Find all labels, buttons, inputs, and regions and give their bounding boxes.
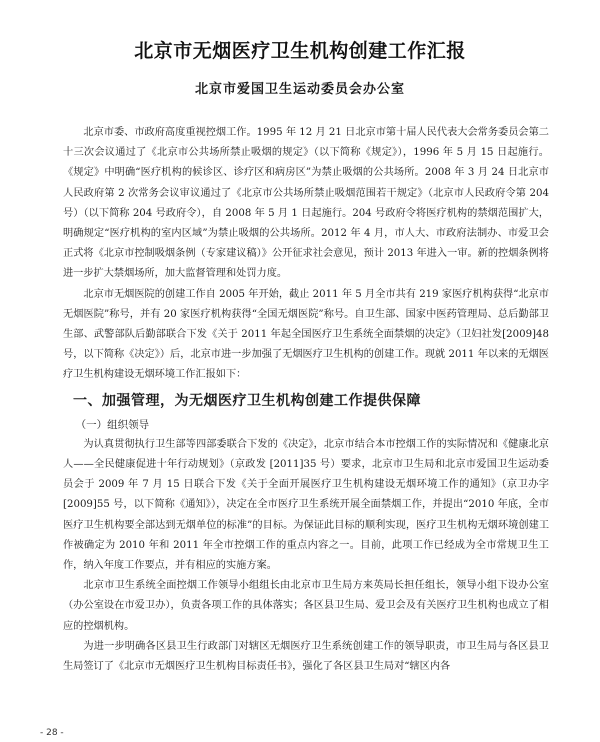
body-paragraph: 北京市无烟医院的创建工作自 2005 年开始，截止 2011 年 5 月全市共有 219 家医疗机构获得“北京市无烟医院”称号，并有 20 家医疗机构获得“全国无烟医院”称号。自卫生部、国家中医药管理局、总后勤部卫生部、武警部队后勤部联合下发《关于 2011 年起全国医疗卫生系统全面禁烟的决定》（卫妇社发[2009]48 号，以下简称《决定》）后，北京市进一步加强了无烟医疗卫生机构的创建工作。现就 2011 年以来的无烟医疗卫生机构建设无烟环境工作汇报如下： [63, 288, 549, 381]
body-paragraph: 北京市卫生系统全面控烟工作领导小组组长由北京市卫生局方来英局长担任组长，领导小组下设办公室（办公室设在市爱卫办），负责各项工作的具体落实；各区县卫生局、爱卫会及有关医疗卫生机构也成立了相应的控烟机构。 [63, 580, 549, 632]
section-heading: 一、加强管理，为无烟医疗卫生机构创建工作提供保障 [73, 392, 421, 409]
subsection-heading: （一）组织领导 [75, 418, 150, 431]
document-title: 北京市无烟医疗卫生机构创建工作汇报 [134, 40, 466, 62]
document-body [63, 123, 549, 677]
body-paragraph: 为进一步明确各区县卫生行政部门对辖区无烟医疗卫生系统创建工作的领导职责，市卫生局与各区县卫生局签订了《北京市无烟医疗卫生机构目标责任书》，强化了各区县卫生局对“辖区内各 [63, 640, 549, 673]
page-number: - 28 - [40, 728, 64, 738]
body-paragraph: 北京市委、市政府高度重视控烟工作。1995 年 12 月 21 日北京市第十届人民代表大会常务委员会第二十三次会议通过了《北京市公共场所禁止吸烟的规定》（以下简称《规定》），1996 年 5 月 15 日起施行。《规定》中明确“医疗机构的候诊区、诊疗区和病房区”为禁止吸烟的公共场所。2008 年 3 月 24 日北京市人民政府第 2 次常务会议审议通过了《北京市公共场所禁止吸烟范围若干规定》（北京市人民政府令第 204 号）（以下简称 204 号政府令），自 2008 年 5 月 1 日起施行。204 号政府令将医疗机构的禁烟范围扩大，明确规定“医疗机构的室内区域”为禁止吸烟的公共场所。2012 年 4 月，市人大、市政府法制办、市爱卫会正式将《北京市控制吸烟条例（专家建议稿）》公开征求社会意见，预计 2013 年进入一审。新的控烟条例将进一步扩大禁烟场所，加大监督管理和处罚力度。 [63, 127, 549, 280]
body-paragraph: 为认真贯彻执行卫生部等四部委联合下发的《决定》，北京市结合本市控烟工作的实际情况和《健康北京人——全民健康促进十年行动规划》（京政发 [2011]35 号）要求，北京市卫生局和北京市爱国卫生运动委员会于 2009 年 7 月 15 日联合下发《关于全面开展医疗卫生机构建设无烟环境工作的通知》（京卫办字[2009]55 号，以下简称《通知》），决定在全市医疗卫生系统开展全面禁烟工作，并提出“2010 年底，全市医疗卫生机构要全部达到无烟单位的标准”的目标。为保证此目标的顺利实现，医疗卫生机构无烟环境创建工作被确定为 2010 年和 2011 年全市控烟工作的重点内容之一。目前，此项工作已经成为全市常规卫生工作，纳入年度工作要点，并有相应的实施方案。 [63, 438, 549, 572]
document-author: 北京市爱国卫生运动委员会办公室 [194, 82, 405, 97]
